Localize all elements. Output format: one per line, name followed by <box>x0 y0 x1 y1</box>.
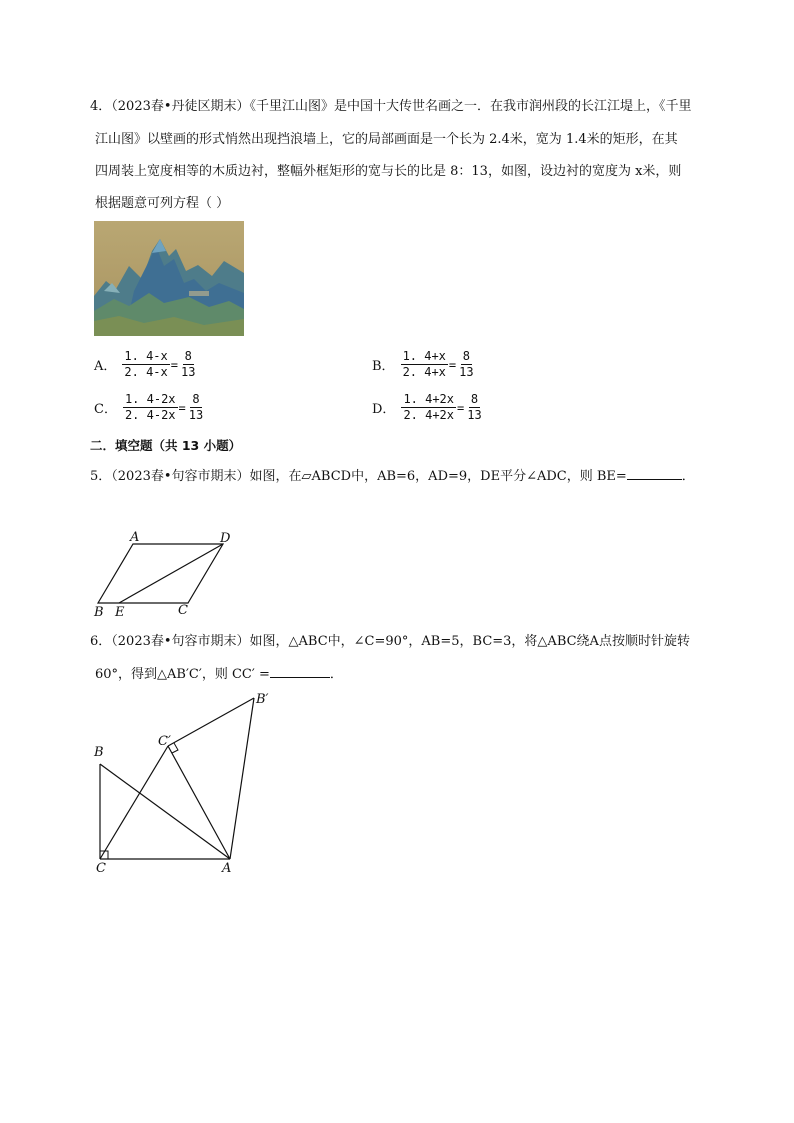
option-b[interactable]: B． $\frac{1. 4+x}{2. 4+x}$ = $\frac{8}{13}$ <box>372 349 474 379</box>
rotation-figure <box>88 688 278 878</box>
section-heading: 二．填空题（共 13 小题） <box>90 438 242 453</box>
option-d-lhs-fraction: $\frac{1. 4+2x}{2. 4+2x}$ <box>403 392 455 422</box>
q4-text-line3: 四周装上宽度相等的木质边衬，整幅外框矩形的宽与长的比是 8：13，如图，设边衬的宽度为 x米，则 <box>95 164 682 179</box>
label-d: D <box>220 531 231 546</box>
label-b: B <box>94 605 104 620</box>
q4-text-line4: 根据题意可列方程（ ） <box>95 196 230 211</box>
option-a-rhs-fraction: $\frac{8}{13}$ <box>180 349 196 379</box>
q5-answer-blank[interactable] <box>627 467 682 480</box>
q6-text-line2-main: 60°，得到△AB′C′，则 CC′ = <box>95 667 270 682</box>
option-a[interactable]: A． $\frac{1. 4-x}{2. 4-x}$ = $\frac{8}{13}$ <box>94 349 196 379</box>
q5-text-main: 5．（2023春•句容市期末）如图，在▱ABCD中，AB=6，AD=9，DE平分∠ADC，则 BE= <box>90 469 627 484</box>
segment-b1a <box>230 698 254 859</box>
option-c[interactable]: C． $\frac{1. 4-2x}{2. 4-2x}$ = $\frac{8}{13}$ <box>94 392 204 422</box>
label-c: C <box>96 861 106 876</box>
label-a: A <box>222 861 232 876</box>
q6-text-line1: 6．（2023春•句容市期末）如图，△ABC中，∠C=90°，AB=5，BC=3，将△ABC绕A点按顺时针旋转 <box>90 634 690 649</box>
q4-text-line1: 4．（2023春•丹徒区期末）《千里江山图》是中国十大传世名画之一．在我市润州段的长江江堤上，《千里 <box>90 99 692 114</box>
q5-text-end: ． <box>681 469 695 484</box>
option-d-rhs-fraction: $\frac{8}{13}$ <box>467 392 482 422</box>
segment-de <box>119 544 223 603</box>
option-d[interactable]: D． $\frac{1. 4+2x}{2. 4+2x}$ = $\frac{8}{13}$ <box>372 392 482 422</box>
label-e: E <box>115 605 125 620</box>
q6-answer-blank[interactable] <box>270 665 330 678</box>
segment-c1a <box>168 746 230 859</box>
q6-text-end: ． <box>329 667 343 682</box>
option-c-lhs-fraction: $\frac{1. 4-2x}{2. 4-2x}$ <box>124 392 176 422</box>
label-c: C <box>178 603 188 618</box>
option-b-lhs-fraction: $\frac{1. 4+x}{2. 4+x}$ <box>402 349 446 379</box>
segment-cc1 <box>100 746 168 859</box>
parallelogram-figure <box>88 528 248 620</box>
right-angle-c1 <box>172 743 178 753</box>
qianli-jiangshan-painting <box>94 221 244 336</box>
label-a: A <box>130 530 140 545</box>
label-b: B <box>94 745 104 760</box>
label-b-prime: B′ <box>256 692 269 707</box>
q4-text-line2: 江山图》以壁画的形式悄然出现挡浪墙上，它的局部画面是一个长为 2.4米，宽为 1.4米的矩形，在其 <box>95 132 678 147</box>
q6-text-line2 <box>95 665 343 684</box>
label-c-prime: C′ <box>158 734 171 749</box>
option-c-rhs-fraction: $\frac{8}{13}$ <box>188 392 204 422</box>
parallelogram-abcd <box>98 544 223 603</box>
option-a-lhs-fraction: $\frac{1. 4-x}{2. 4-x}$ <box>124 349 168 379</box>
option-b-rhs-fraction: $\frac{8}{13}$ <box>459 349 474 379</box>
segment-c1b1 <box>168 698 254 746</box>
segment-ab <box>100 764 230 859</box>
q5-text <box>90 467 695 486</box>
